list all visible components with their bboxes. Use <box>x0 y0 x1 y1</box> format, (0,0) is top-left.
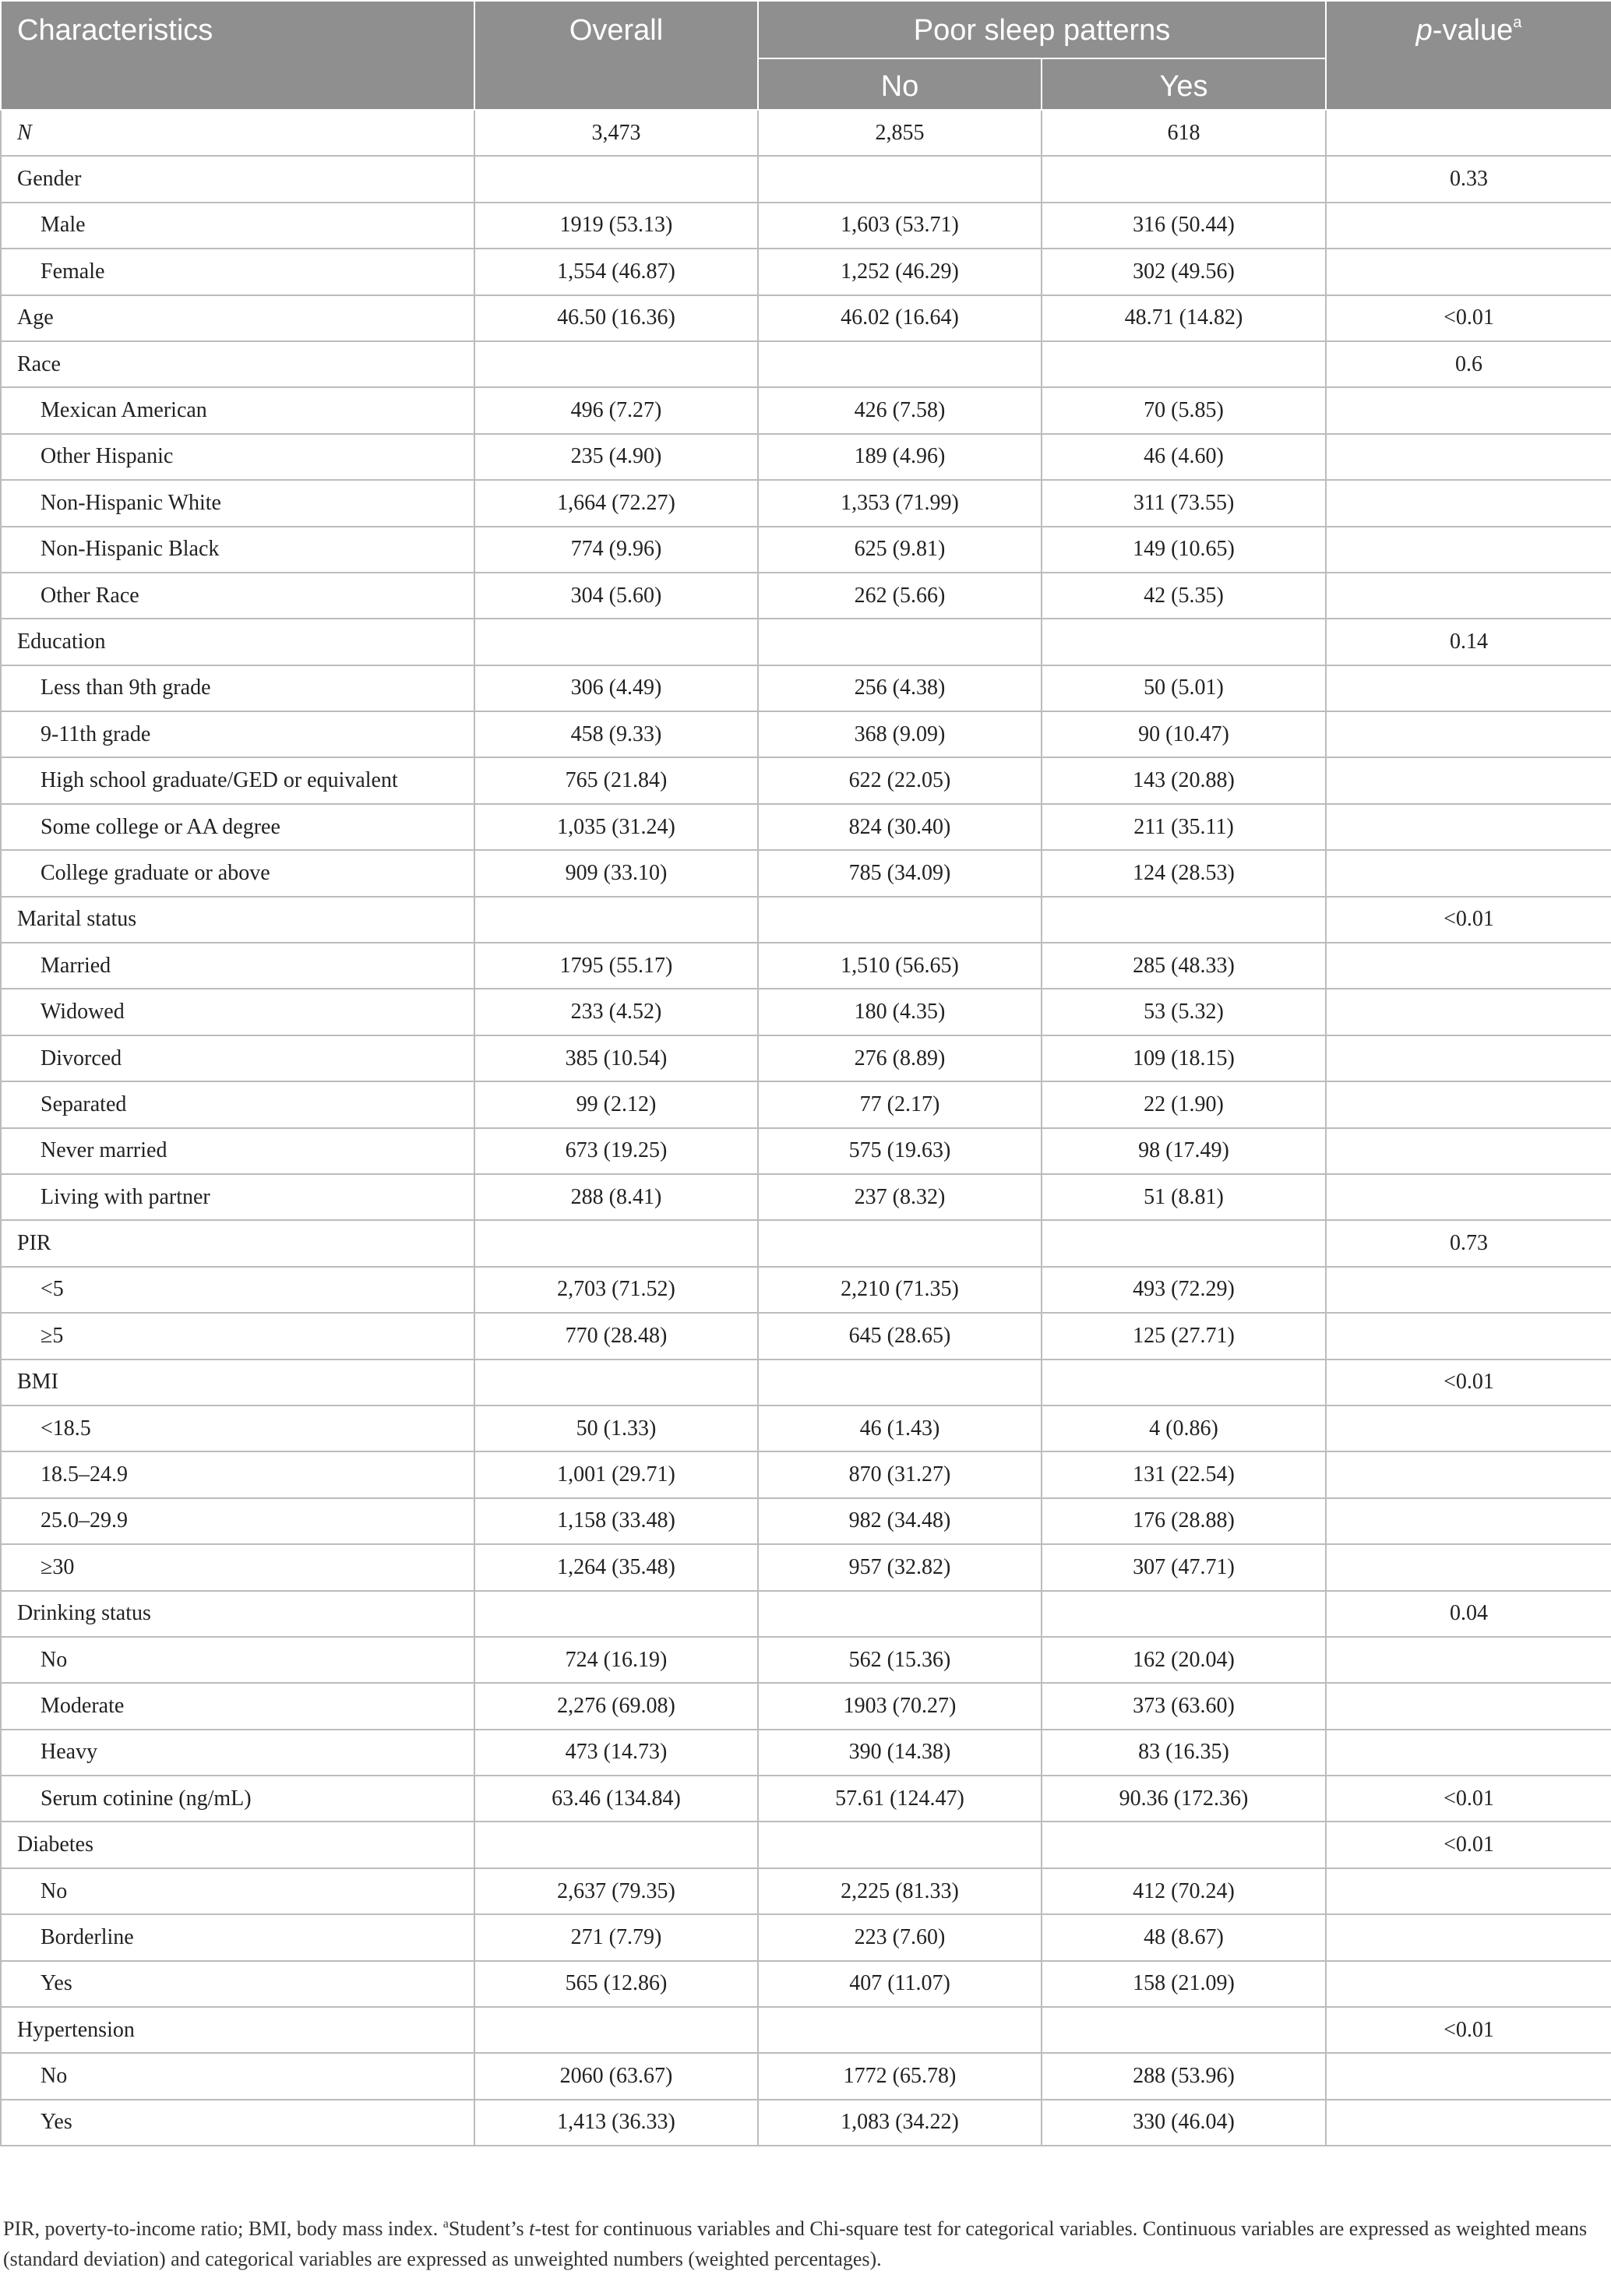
cell-no: 237 (8.32) <box>758 1174 1042 1220</box>
cell-overall: 2060 (63.67) <box>474 2053 758 2099</box>
table-row <box>1 1868 1611 1914</box>
cell-characteristic: 9-11th grade <box>1 711 474 757</box>
cell-yes: 302 (49.56) <box>1042 249 1326 294</box>
cell-p-value: <0.01 <box>1326 1360 1611 1405</box>
cell-characteristic: Non-Hispanic Black <box>1 527 474 573</box>
cell-yes: 211 (35.11) <box>1042 804 1326 850</box>
cell-no <box>758 1822 1042 1867</box>
cell-overall <box>474 897 758 943</box>
table-header <box>1 1 1611 110</box>
cell-p-value <box>1326 1313 1611 1359</box>
cell-yes <box>1042 1591 1326 1637</box>
table-row <box>1 1822 1611 1867</box>
cell-characteristic: ≥5 <box>1 1313 474 1359</box>
cell-yes: 316 (50.44) <box>1042 203 1326 249</box>
footnote-italic: t <box>529 2217 535 2240</box>
cell-no <box>758 1220 1042 1266</box>
cell-p-value <box>1326 1267 1611 1313</box>
cell-overall: 2,276 (69.08) <box>474 1683 758 1729</box>
cell-yes <box>1042 1360 1326 1405</box>
cell-characteristic: Yes <box>1 1961 474 2007</box>
cell-p-value <box>1326 573 1611 619</box>
footnote-part2: Student’s <box>448 2217 530 2240</box>
cell-p-value <box>1326 711 1611 757</box>
header-p-value-suffix: -value <box>1432 14 1514 47</box>
cell-characteristic: Other Hispanic <box>1 434 474 480</box>
table-row <box>1 1914 1611 1960</box>
cell-overall <box>474 1591 758 1637</box>
cell-overall: 1,413 (36.33) <box>474 2100 758 2146</box>
cell-characteristic: Race <box>1 341 474 387</box>
footnote-part3: -test for continuous variables and Chi-square test for categorical variables. Continuous variables are expressed as weighted means (standard deviation) and categorical variables are expressed as unweighted numbers (weighted percentages). <box>3 2217 1588 2270</box>
cell-characteristic: College graduate or above <box>1 850 474 896</box>
cell-yes: 48.71 (14.82) <box>1042 295 1326 341</box>
footnote-part1: PIR, poverty-to-income ratio; BMI, body mass index. <box>3 2217 443 2240</box>
cell-yes: 4 (0.86) <box>1042 1405 1326 1451</box>
cell-no: 426 (7.58) <box>758 387 1042 433</box>
cell-no: 1,603 (53.71) <box>758 203 1042 249</box>
cell-overall: 724 (16.19) <box>474 1637 758 1683</box>
cell-characteristic: N <box>1 110 474 156</box>
cell-p-value <box>1326 757 1611 803</box>
cell-yes <box>1042 156 1326 202</box>
cell-overall: 458 (9.33) <box>474 711 758 757</box>
cell-yes: 373 (63.60) <box>1042 1683 1326 1729</box>
cell-p-value: 0.6 <box>1326 341 1611 387</box>
cell-p-value <box>1326 1914 1611 1960</box>
cell-characteristic: 18.5–24.9 <box>1 1451 474 1497</box>
cell-p-value <box>1326 480 1611 526</box>
cell-yes: 42 (5.35) <box>1042 573 1326 619</box>
cell-no: 57.61 (124.47) <box>758 1776 1042 1822</box>
cell-overall <box>474 1220 758 1266</box>
cell-characteristic: Education <box>1 619 474 665</box>
cell-overall <box>474 619 758 665</box>
cell-no: 180 (4.35) <box>758 989 1042 1035</box>
cell-characteristic: Gender <box>1 156 474 202</box>
cell-no: 46.02 (16.64) <box>758 295 1042 341</box>
cell-yes <box>1042 1220 1326 1266</box>
cell-overall: 50 (1.33) <box>474 1405 758 1451</box>
cell-p-value <box>1326 1868 1611 1914</box>
cell-yes: 124 (28.53) <box>1042 850 1326 896</box>
cell-p-value <box>1326 1405 1611 1451</box>
cell-p-value <box>1326 804 1611 850</box>
table-row <box>1 1174 1611 1220</box>
cell-no: 1,083 (34.22) <box>758 2100 1042 2146</box>
cell-yes: 90 (10.47) <box>1042 711 1326 757</box>
cell-p-value <box>1326 203 1611 249</box>
table-row <box>1 1267 1611 1313</box>
cell-characteristic: Some college or AA degree <box>1 804 474 850</box>
cell-p-value: <0.01 <box>1326 897 1611 943</box>
cell-p-value <box>1326 1544 1611 1590</box>
cell-characteristic: Separated <box>1 1081 474 1127</box>
cell-characteristic: Drinking status <box>1 1591 474 1637</box>
cell-no: 1903 (70.27) <box>758 1683 1042 1729</box>
table-row <box>1 1730 1611 1776</box>
cell-characteristic: No <box>1 1868 474 1914</box>
table-row <box>1 2053 1611 2099</box>
cell-no: 276 (8.89) <box>758 1035 1042 1081</box>
table-row <box>1 1683 1611 1729</box>
table-row <box>1 1081 1611 1127</box>
cell-no: 2,855 <box>758 110 1042 156</box>
cell-characteristic: PIR <box>1 1220 474 1266</box>
cell-p-value <box>1326 943 1611 989</box>
cell-p-value <box>1326 434 1611 480</box>
cell-yes: 51 (8.81) <box>1042 1174 1326 1220</box>
table-row <box>1 850 1611 896</box>
table-row <box>1 1637 1611 1683</box>
cell-p-value: <0.01 <box>1326 1776 1611 1822</box>
cell-no <box>758 897 1042 943</box>
cell-characteristic: Widowed <box>1 989 474 1035</box>
cell-characteristic: Heavy <box>1 1730 474 1776</box>
cell-no: 407 (11.07) <box>758 1961 1042 2007</box>
cell-p-value <box>1326 1081 1611 1127</box>
cell-p-value <box>1326 1498 1611 1544</box>
cell-yes: 48 (8.67) <box>1042 1914 1326 1960</box>
cell-overall: 63.46 (134.84) <box>474 1776 758 1822</box>
cell-overall <box>474 1822 758 1867</box>
cell-no <box>758 156 1042 202</box>
cell-overall: 473 (14.73) <box>474 1730 758 1776</box>
cell-no: 957 (32.82) <box>758 1544 1042 1590</box>
cell-characteristic: BMI <box>1 1360 474 1405</box>
cell-p-value <box>1326 1961 1611 2007</box>
table-row <box>1 943 1611 989</box>
cell-characteristic: Marital status <box>1 897 474 943</box>
cell-characteristic: No <box>1 2053 474 2099</box>
table-row <box>1 2007 1611 2053</box>
cell-yes: 53 (5.32) <box>1042 989 1326 1035</box>
cell-overall: 1,664 (72.27) <box>474 480 758 526</box>
cell-no: 223 (7.60) <box>758 1914 1042 1960</box>
table-row <box>1 480 1611 526</box>
cell-p-value <box>1326 387 1611 433</box>
cell-yes <box>1042 2007 1326 2053</box>
cell-no: 1,510 (56.65) <box>758 943 1042 989</box>
cell-p-value <box>1326 1730 1611 1776</box>
cell-overall: 304 (5.60) <box>474 573 758 619</box>
cell-characteristic: Divorced <box>1 1035 474 1081</box>
cell-characteristic: Age <box>1 295 474 341</box>
cell-yes: 330 (46.04) <box>1042 2100 1326 2146</box>
header-characteristics: Characteristics <box>1 1 474 110</box>
table-footnote <box>0 2209 1611 2274</box>
cell-no: 562 (15.36) <box>758 1637 1042 1683</box>
cell-yes <box>1042 897 1326 943</box>
cell-yes: 125 (27.71) <box>1042 1313 1326 1359</box>
cell-characteristic: Never married <box>1 1128 474 1174</box>
cell-no: 1,252 (46.29) <box>758 249 1042 294</box>
cell-no: 262 (5.66) <box>758 573 1042 619</box>
table-row <box>1 295 1611 341</box>
cell-overall: 909 (33.10) <box>474 850 758 896</box>
table-row <box>1 341 1611 387</box>
table-row <box>1 1128 1611 1174</box>
cell-no: 189 (4.96) <box>758 434 1042 480</box>
cell-characteristic: ≥30 <box>1 1544 474 1590</box>
table-row <box>1 897 1611 943</box>
cell-yes: 176 (28.88) <box>1042 1498 1326 1544</box>
cell-yes: 90.36 (172.36) <box>1042 1776 1326 1822</box>
cell-yes: 288 (53.96) <box>1042 2053 1326 2099</box>
cell-characteristic: Yes <box>1 2100 474 2146</box>
cell-yes: 83 (16.35) <box>1042 1730 1326 1776</box>
cell-yes: 412 (70.24) <box>1042 1868 1326 1914</box>
cell-overall: 770 (28.48) <box>474 1313 758 1359</box>
table-row <box>1 110 1611 156</box>
cell-characteristic: Diabetes <box>1 1822 474 1867</box>
cell-no: 870 (31.27) <box>758 1451 1042 1497</box>
cell-p-value: <0.01 <box>1326 295 1611 341</box>
table-row <box>1 434 1611 480</box>
header-p-value <box>1326 1 1611 110</box>
cell-characteristic: Living with partner <box>1 1174 474 1220</box>
cell-yes: 46 (4.60) <box>1042 434 1326 480</box>
table-row <box>1 711 1611 757</box>
cell-overall: 565 (12.86) <box>474 1961 758 2007</box>
cell-yes: 311 (73.55) <box>1042 480 1326 526</box>
table-row <box>1 203 1611 249</box>
header-no: No <box>758 58 1042 110</box>
cell-yes <box>1042 1822 1326 1867</box>
cell-overall: 288 (8.41) <box>474 1174 758 1220</box>
cell-characteristic: Serum cotinine (ng/mL) <box>1 1776 474 1822</box>
cell-overall: 2,637 (79.35) <box>474 1868 758 1914</box>
cell-overall: 233 (4.52) <box>474 989 758 1035</box>
cell-overall: 1,554 (46.87) <box>474 249 758 294</box>
cell-p-value <box>1326 2053 1611 2099</box>
cell-yes: 70 (5.85) <box>1042 387 1326 433</box>
cell-overall <box>474 2007 758 2053</box>
cell-characteristic: Mexican American <box>1 387 474 433</box>
cell-no <box>758 1591 1042 1637</box>
cell-p-value: 0.04 <box>1326 1591 1611 1637</box>
table-row <box>1 156 1611 202</box>
cell-no <box>758 619 1042 665</box>
cell-yes: 109 (18.15) <box>1042 1035 1326 1081</box>
cell-p-value: <0.01 <box>1326 2007 1611 2053</box>
cell-overall: 1,158 (33.48) <box>474 1498 758 1544</box>
cell-p-value: 0.73 <box>1326 1220 1611 1266</box>
cell-p-value <box>1326 1451 1611 1497</box>
footnote-sup: a <box>442 2217 449 2231</box>
cell-overall: 1,035 (31.24) <box>474 804 758 850</box>
table-row <box>1 1360 1611 1405</box>
table-row <box>1 619 1611 665</box>
cell-no: 625 (9.81) <box>758 527 1042 573</box>
table-row <box>1 1405 1611 1451</box>
cell-no: 982 (34.48) <box>758 1498 1042 1544</box>
cell-overall: 1795 (55.17) <box>474 943 758 989</box>
cell-yes: 493 (72.29) <box>1042 1267 1326 1313</box>
cell-yes: 307 (47.71) <box>1042 1544 1326 1590</box>
cell-p-value <box>1326 665 1611 711</box>
cell-yes: 22 (1.90) <box>1042 1081 1326 1127</box>
cell-yes: 50 (5.01) <box>1042 665 1326 711</box>
header-yes: Yes <box>1042 58 1326 110</box>
header-p-value-italic: p <box>1415 14 1433 47</box>
cell-overall <box>474 156 758 202</box>
cell-p-value <box>1326 1683 1611 1729</box>
cell-characteristic: Female <box>1 249 474 294</box>
cell-no: 1772 (65.78) <box>758 2053 1042 2099</box>
cell-no: 622 (22.05) <box>758 757 1042 803</box>
cell-overall: 99 (2.12) <box>474 1081 758 1127</box>
table-row <box>1 757 1611 803</box>
table-row <box>1 665 1611 711</box>
cell-overall: 2,703 (71.52) <box>474 1267 758 1313</box>
table-row <box>1 804 1611 850</box>
cell-characteristic: Other Race <box>1 573 474 619</box>
header-p-value-sup: a <box>1513 14 1522 31</box>
cell-p-value <box>1326 2100 1611 2146</box>
cell-p-value: 0.33 <box>1326 156 1611 202</box>
cell-overall <box>474 341 758 387</box>
cell-yes: 131 (22.54) <box>1042 1451 1326 1497</box>
cell-overall: 306 (4.49) <box>474 665 758 711</box>
table-row <box>1 1035 1611 1081</box>
cell-p-value <box>1326 1637 1611 1683</box>
cell-no: 645 (28.65) <box>758 1313 1042 1359</box>
cell-characteristic: 25.0–29.9 <box>1 1498 474 1544</box>
table-row <box>1 387 1611 433</box>
cell-no: 46 (1.43) <box>758 1405 1042 1451</box>
cell-no <box>758 2007 1042 2053</box>
cell-yes: 143 (20.88) <box>1042 757 1326 803</box>
cell-no: 2,225 (81.33) <box>758 1868 1042 1914</box>
cell-no: 785 (34.09) <box>758 850 1042 896</box>
cell-no <box>758 341 1042 387</box>
table-row <box>1 2100 1611 2146</box>
cell-overall: 765 (21.84) <box>474 757 758 803</box>
cell-p-value <box>1326 850 1611 896</box>
cell-overall: 46.50 (16.36) <box>474 295 758 341</box>
cell-characteristic: Hypertension <box>1 2007 474 2053</box>
cell-p-value: 0.14 <box>1326 619 1611 665</box>
cell-yes: 98 (17.49) <box>1042 1128 1326 1174</box>
table-row <box>1 1961 1611 2007</box>
cell-p-value <box>1326 110 1611 156</box>
cell-p-value: <0.01 <box>1326 1822 1611 1867</box>
cell-yes: 158 (21.09) <box>1042 1961 1326 2007</box>
cell-characteristic: Moderate <box>1 1683 474 1729</box>
cell-no: 77 (2.17) <box>758 1081 1042 1127</box>
cell-yes <box>1042 341 1326 387</box>
cell-characteristic: Borderline <box>1 1914 474 1960</box>
cell-p-value <box>1326 1035 1611 1081</box>
table-row <box>1 249 1611 294</box>
cell-no: 368 (9.09) <box>758 711 1042 757</box>
cell-no <box>758 1360 1042 1405</box>
table-row <box>1 1220 1611 1266</box>
table-row <box>1 989 1611 1035</box>
cell-characteristic: No <box>1 1637 474 1683</box>
cell-characteristic: Less than 9th grade <box>1 665 474 711</box>
cell-characteristic: <18.5 <box>1 1405 474 1451</box>
table-row <box>1 1776 1611 1822</box>
cell-overall: 271 (7.79) <box>474 1914 758 1960</box>
cell-characteristic: High school graduate/GED or equivalent <box>1 757 474 803</box>
cell-no: 256 (4.38) <box>758 665 1042 711</box>
table-row <box>1 1591 1611 1637</box>
table-row <box>1 1498 1611 1544</box>
cell-p-value <box>1326 1128 1611 1174</box>
cell-p-value <box>1326 527 1611 573</box>
cell-p-value <box>1326 1174 1611 1220</box>
cell-yes: 618 <box>1042 110 1326 156</box>
cell-characteristic: Male <box>1 203 474 249</box>
cell-yes <box>1042 619 1326 665</box>
cell-p-value <box>1326 249 1611 294</box>
table-row <box>1 1451 1611 1497</box>
cell-overall: 496 (7.27) <box>474 387 758 433</box>
table-body <box>1 110 1611 2146</box>
cell-overall: 1,264 (35.48) <box>474 1544 758 1590</box>
cell-overall: 1919 (53.13) <box>474 203 758 249</box>
cell-overall: 1,001 (29.71) <box>474 1451 758 1497</box>
cell-overall <box>474 1360 758 1405</box>
cell-yes: 285 (48.33) <box>1042 943 1326 989</box>
cell-characteristic: <5 <box>1 1267 474 1313</box>
cell-yes: 149 (10.65) <box>1042 527 1326 573</box>
table-row <box>1 573 1611 619</box>
table-row <box>1 1313 1611 1359</box>
cell-no: 1,353 (71.99) <box>758 480 1042 526</box>
cell-no: 390 (14.38) <box>758 1730 1042 1776</box>
cell-p-value <box>1326 989 1611 1035</box>
cell-overall: 673 (19.25) <box>474 1128 758 1174</box>
cell-characteristic: Married <box>1 943 474 989</box>
cell-overall: 774 (9.96) <box>474 527 758 573</box>
cell-overall: 3,473 <box>474 110 758 156</box>
cell-no: 2,210 (71.35) <box>758 1267 1042 1313</box>
cell-no: 824 (30.40) <box>758 804 1042 850</box>
header-overall: Overall <box>474 1 758 110</box>
table-row <box>1 1544 1611 1590</box>
table-row <box>1 527 1611 573</box>
cell-overall: 385 (10.54) <box>474 1035 758 1081</box>
cell-overall: 235 (4.90) <box>474 434 758 480</box>
header-poor-sleep-patterns: Poor sleep patterns <box>758 1 1326 58</box>
cell-characteristic: Non-Hispanic White <box>1 480 474 526</box>
cell-yes: 162 (20.04) <box>1042 1637 1326 1683</box>
cell-no: 575 (19.63) <box>758 1128 1042 1174</box>
